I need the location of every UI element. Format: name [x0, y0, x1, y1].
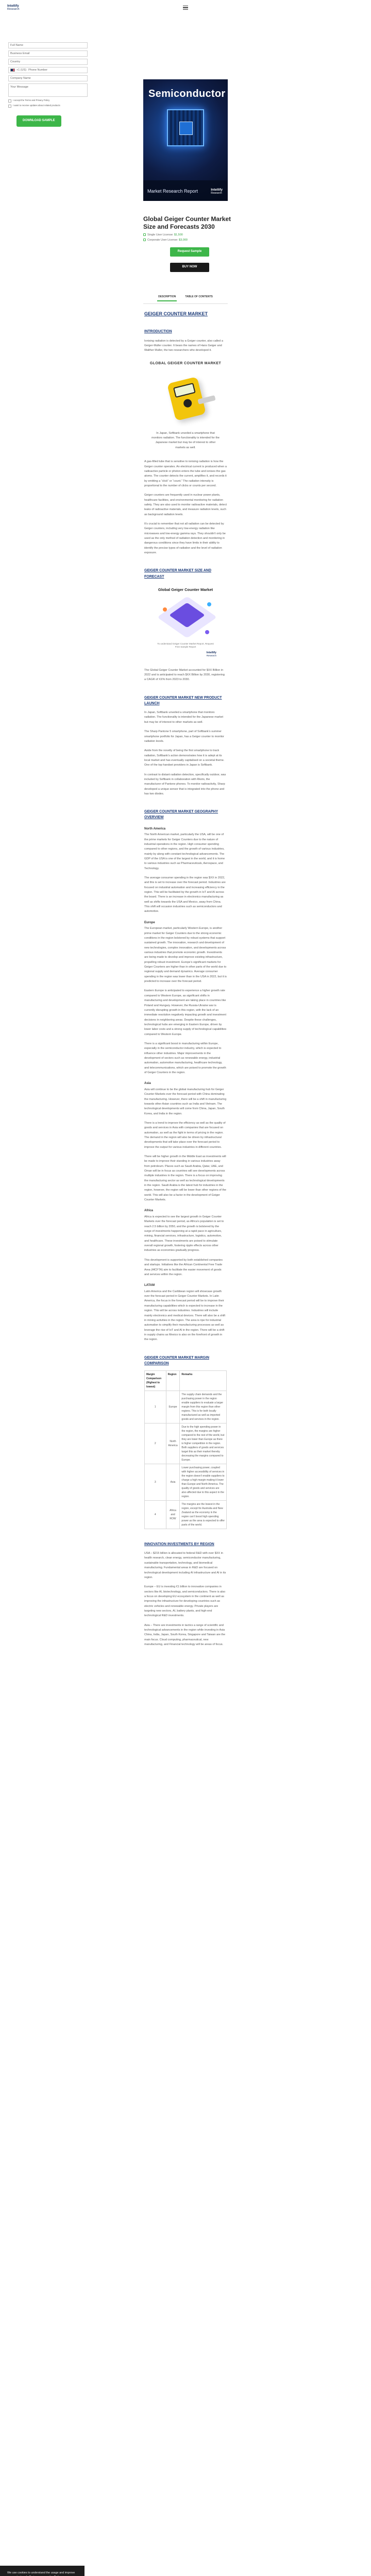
- chip-icon: [167, 109, 204, 146]
- table-cell: Due to the high spending power in the region, the margins are higher compared to the rest of the world, but they are lower than Europe as there is higher competition in the region. Both suppliers of goods and services target this as their market thereby decreasing the margins compared to Europe.: [180, 1423, 227, 1464]
- single-license-price: $1,500: [174, 233, 183, 236]
- logo-line1: Intellify: [7, 4, 19, 8]
- figure-title: GLOBAL GEIGER COUNTER MARKET: [149, 361, 222, 365]
- table-cell: 1: [145, 1391, 166, 1423]
- license-icon: [143, 239, 146, 241]
- tab-description[interactable]: DESCRIPTION: [157, 295, 177, 301]
- sample-request-form: [8, 42, 88, 127]
- africa-paragraph: Africa is expected to see the largest growth in Geiger Counter Markets over the forecast period, as Africa’s population is set to reach 2.5 billion by 2050, and the growth is bolstered by the surge of investments happening at a rapid pace in agriculture, mining, financial services, infrastructure, logistics, automotive, and healthcare. These investments are poised to stimulate overall regional growth, fostering ripple effects across other industries as economies gradually progress.: [144, 1215, 224, 1252]
- name-field[interactable]: Full Name: [8, 42, 88, 48]
- report-title: Global Geiger Counter Market Size and Forecasts 2030: [143, 215, 231, 230]
- table-cell: 3: [145, 1464, 166, 1500]
- innovation-heading: INNOVATION INVESTMENTS BY REGION: [144, 1542, 214, 1546]
- license-icon: [143, 233, 146, 236]
- updates-checkbox[interactable]: [8, 105, 11, 108]
- logo-line2: Research: [7, 7, 20, 11]
- table-cell: 4: [145, 1500, 166, 1529]
- launch-paragraph: In contrast to distant radiation detection, specifically outdoor, was included by Softbank in collaboration with Rkoto, the manufacturer of Pantone phones. To monitor radioactivity, Sharp developed a unique sensor that is integrated into the phone and has two diodes.: [144, 773, 226, 795]
- request-sample-button[interactable]: Request Sample: [170, 247, 209, 257]
- latam-heading: LATAM: [144, 1284, 155, 1287]
- corporate-license-price: $3,000: [179, 239, 188, 242]
- table-row: [145, 1391, 227, 1423]
- europe-paragraph: The European market, particularly Western Europe, is another prime market for Geiger Counters due to the strong economic conditions in the region bolstered by robust systems that support sustained growth. The innovation, research and development of new technologies, complex innovation, and developments across various industries that promote economic growth. Investments are being made to develop and improve existing infrastructure, propelling robust investment. Europe’s significant markets for Geiger Counters are higher than in other parts of the world due to regional supply and demand dynamics. Average consumer spending in the region was lower than in the USA in 2022, but it is predicted to increase over the forecast period.: [144, 927, 227, 984]
- figure-brand-logo: Intellify Research: [206, 651, 216, 657]
- intro-paragraph: A gas-filled tube that is sensitive to ionising radiation is how the Geiger counter operates. An electrical current is produced when a radioactive particle or photon enters the tube and ionises the gas atoms. The counter detects the current, amplifies it, and records it by emitting a “click” or “count.” The radiation intensity is proportional to the number of clicks or counts per second.: [144, 460, 227, 487]
- consent-updates[interactable]: [8, 104, 88, 108]
- terms-label: I accept the Terms and Privacy Policy: [13, 99, 50, 101]
- asia-paragraph: There will be higher growth in the Middle East as investments will be made to improve their standing in various industries away from petroleum. Places such as Saudi Arabia, Qatar, UAE, and Oman will be in focus as countries will see developments across multiple industries in the region. There is a focus on improving the manufacturing sector as well as technological developments in the region. Saudi Arabia is the latest hub for industries in the region, however, the region will be lower than other regions of the world. This will also be a factor in the development of Geiger Counter Markets.: [144, 1155, 226, 1202]
- site-header: [0, 0, 371, 15]
- launch-paragraph: Aside from the novelty of being the first smartphone to track radiation, Softbank’s action demonstrates how it is adept at its local market and has eventually capitalised on a societal theme. One of the top handset providers in Japan is Softbank.: [144, 749, 225, 767]
- company-field[interactable]: Company Name: [8, 75, 88, 81]
- europe-paragraph: Eastern Europe is anticipated to experience a higher growth rate compared to Western Europe, as significant shifts in manufacturing and development are taking place in countries like Poland and Hungary. However, the Russia-Ukraine war is currently disrupting growth in this region, with the lack of an immediate resolution negatively impacting growth and investment decisions in neighboring areas. Despite these challenges, technological hubs are emerging in Eastern Europe, driven by lower labor costs and a strong supply of technological capabilities compared to Western Europe.: [144, 989, 227, 1036]
- hamburger-menu-icon[interactable]: [183, 6, 188, 10]
- cover-brand: Intellify Research: [211, 188, 223, 195]
- us-flag-icon: [10, 69, 15, 72]
- table-cell: Africa and ROW: [166, 1500, 180, 1529]
- geiger-counter-image: [144, 369, 227, 431]
- table-row: [145, 1500, 227, 1529]
- single-license: Single User License: $1,500: [143, 233, 183, 238]
- email-field[interactable]: Business Email: [8, 50, 88, 57]
- innovation-paragraph: Asia – There are investments in tactics a range of scientific and technological advancements in the region while investing in Asia China, India, Japan, South Korea, Singapore and Taiwan are the main focus. Cloud computing, pharmaceutical, new manufacturing, and Financial technology will be areas of focus.: [144, 1623, 226, 1646]
- table-header: Region: [166, 1370, 180, 1391]
- article-body: [144, 310, 227, 1652]
- table-cell: Asia: [166, 1464, 180, 1500]
- north-america-paragraph: The North American market, particularly the USA, will be one of the prime markets for Geiger Counters due to the nature of industrial operations in the region. High consumer spending compared to other regions, and the growth of various industries, mainly by along with constant technological advancements. The GDP of the USA is one of the largest in the world, and it is home to various industries such as Pharmaceuticals, Aerospace, and Technology.: [144, 833, 225, 870]
- north-america-paragraph: The average consumer spending in the region was $XX in 2022, and this is set to increase over the forecast period. Industries are focused on industrial automation and increasing efficiency in the region. This will be facilitated by the growth in IoT and AI across the board. There is an increase in electronics manufacturing as well as shifts towards the USA and Mexico, away from China. This shift will occasion industries such as semiconductors and automotive.: [144, 876, 226, 913]
- site-logo[interactable]: [7, 5, 20, 11]
- tab-table-of-contents[interactable]: TABLE OF CONTENTS: [185, 295, 213, 298]
- intro-paragraph: It’s crucial to remember that not all radiation can be detected by Geiger counters, including very low-energy radiation like microwaves and low-energy gamma rays. They shouldn’t only be used as the only method of radiation detection and monitoring in dangerous conditions since they have limits in their ability to identify the precise types of radiation and the level of radiation exposure.: [144, 522, 226, 555]
- margin-comparison-table: [144, 1370, 227, 1529]
- launch-heading: GEIGER COUNTER MARKET NEW PRODUCT LAUNCH: [144, 696, 222, 705]
- forecast-figure-title: Global Geiger Counter Market: [158, 587, 213, 592]
- cookie-banner: [0, 2566, 85, 2576]
- geiger-figure: [144, 361, 227, 451]
- cover-title: Semiconductor: [148, 88, 226, 99]
- asia-paragraph: There is a trend to improve the efficiency as well as the quality of goods and services in Asia with companies that are focused on automation, as well as the fight in terms of pricing in the region. The demand in the region will also be driven by infrastructural developments that will take place over the forecast period to improve the output for various industries in different countries.: [144, 1121, 226, 1149]
- table-header: Remarks: [180, 1370, 227, 1391]
- phone-prefix: +1 (US): [16, 68, 27, 72]
- updates-label: I want to receive updates about related products: [13, 104, 60, 107]
- terms-checkbox[interactable]: [8, 99, 11, 103]
- figure-caption: In Japan, Softbank unveiled a smartphone that monitors radiation. The functionality is intended for the Japanese market but may be of interest to other markets as well.: [151, 431, 220, 449]
- asia-heading: Asia: [144, 1082, 151, 1086]
- intro-heading: INTRODUCTION: [144, 330, 172, 334]
- table-cell: Europe: [166, 1391, 180, 1423]
- report-tabs: [143, 295, 228, 304]
- africa-paragraph: This development is supported by both established companies and startups. Initiatives like the African Continental Free Trade Area (AfCFTA) aim to facilitate the easier movement of goods and services within the region.: [144, 1258, 223, 1276]
- table-cell: The margins are the lowest in the region, except for Australia and New Zealand as the economy in the region can’t boost high spending power as the area is expected to offer parts of the world.: [180, 1500, 227, 1529]
- phone-placeholder: Phone Number: [28, 68, 48, 72]
- table-cell: North America: [166, 1423, 180, 1464]
- download-sample-button[interactable]: DOWNLOAD SAMPLE: [16, 115, 61, 127]
- asia-paragraph: Asia will continue to be the global manufacturing hub for Geiger Counter Markets over the forecast period with China dominating the manufacturing. However, there will be a shift in manufacturing towards other Asian countries such as India and Vietnam. The technological developments will come from China, Japan, South Korea, and India in the region.: [144, 1088, 227, 1115]
- table-row: [145, 1464, 227, 1500]
- europe-heading: Europe: [144, 921, 155, 924]
- consent-terms[interactable]: [8, 99, 88, 103]
- margin-heading: GEIGER COUNTER MARKET MARGIN COMPARISON: [144, 1355, 209, 1365]
- forecast-figure: [144, 587, 227, 659]
- table-row: [145, 1423, 227, 1464]
- report-cover-image: [143, 79, 228, 201]
- phone-field[interactable]: [8, 67, 88, 73]
- intro-paragraph: Geiger counters are frequently used in nuclear power plants, healthcare facilities, and environmental monitoring for radiation safety. They are also used to monitor radioactive materials, detect leaks of radioactive materials, and measure radiation levels, such as background radiation levels.: [144, 494, 227, 516]
- table-cell: The supply chain demands and the purchasing power in the region enable suppliers to evaluate a larger margin from this region than other regions. This is for both locally manufactured as well as imported goods and services in the region.: [180, 1391, 227, 1423]
- table-cell: Lower purchasing power, coupled with higher accessibility of services in the region doesn’t enable suppliers to charge a high margin making it lower than Europe and North America. The quality of goods and services are also affected due to this aspect in the region.: [180, 1464, 227, 1500]
- table-header: Margin Comparison (Highest to lowest): [145, 1370, 166, 1391]
- intro-paragraph: Ionising radiation is detected by a Geiger counter, also called a Geiger-Muller counter. It bears the names of Hans Geiger and Walther Muller, the two researchers who developed it.: [144, 339, 223, 352]
- forecast-figure-caption[interactable]: To understand Geiger Counter Market Report, Request Free Sample Report: [157, 642, 214, 648]
- buy-now-button[interactable]: BUY NOW: [170, 263, 209, 272]
- innovation-paragraph: Europe – EU is investing €1 billion to innovative companies in sectors like AI, biotechnology, and semiconductors. There is also a focus on developing EU ecosystem in the continent as well as improving the infrastructure for developing countries such as electric vehicles and renewable energy. Private players are targeting new sectors, AI, battery plants, and high-end technological R&D investments.: [144, 1585, 226, 1618]
- size-paragraph: The Global Geiger Counter Market accounted for $XX Billion in 2022 and is anticipated to reach $XX Billion by 2030, registering a CAGR of XX% from 2023 to 2030.: [144, 668, 225, 682]
- table-cell: 2: [145, 1423, 166, 1464]
- africa-heading: Africa: [144, 1209, 154, 1213]
- corporate-license: Corporate User License: $3,000: [143, 238, 188, 243]
- geography-heading: GEIGER COUNTER MARKET GEOGRAPHY OVERVIEW: [144, 810, 218, 820]
- cookie-text: We use cookies to understand the usage and improve: [7, 2571, 75, 2574]
- message-field[interactable]: Your Message: [8, 83, 88, 97]
- launch-paragraph: In Japan, Softbank unveiled a smartphone that monitors radiation. The functionality is intended for the Japanese market but may be of interest to other markets as well.: [144, 711, 224, 724]
- cover-subtitle: Market Research Report: [147, 188, 198, 194]
- north-america-heading: North America: [144, 827, 166, 831]
- table-header-row: [145, 1370, 227, 1391]
- article-heading: GEIGER COUNTER MARKET: [144, 311, 208, 316]
- size-heading: GEIGER COUNTER MARKET SIZE AND FORECAST: [144, 569, 212, 579]
- latam-paragraph: Latin America and the Caribbean region will showcase growth over the forecast period in Geiger Counter Markets. In Latin America, the focus in the forecast period will be to improve their manufacturing capabilities which is expected to increase in the region. This will be across industries. Industries will include mainly electronics and medical devices. There will also be a shift in mining activities in the region. The area is ripe for industrial automation to simplify their manufacturing processes as well as leverage the rise of IoT and AI in the region. There will be a shift in supply chains as Mexico is also on the forefront of growth in the region.: [144, 1290, 226, 1342]
- europe-paragraph: There is a significant boost in manufacturing within Europe, especially in the semiconductor industry, which is expected to influence other industries. Major improvements in the development of sectors such as renewable energy, industrial automation, automotive manufacturing, healthcare technology, and telecommunications, which are poised to promote the growth of Geiger Counters in the region.: [144, 1042, 226, 1074]
- innovation-paragraph: USA – $215 billion is allocated to federal R&D with over $XX in health research, clean energy, semiconductor manufacturing, sustainable transportation, technology, and biomedical manufacturing. Fundamental areas in R&D are focused on technological development including AI infrastructure and AI in its region.: [144, 1552, 226, 1579]
- launch-paragraph: The Sharp Pantone 5 smartphone, part of Softbank’s summer smartphone portfolio for Japan, has a Geiger counter to monitor radiation levels.: [144, 730, 225, 743]
- country-field[interactable]: Country: [8, 59, 88, 65]
